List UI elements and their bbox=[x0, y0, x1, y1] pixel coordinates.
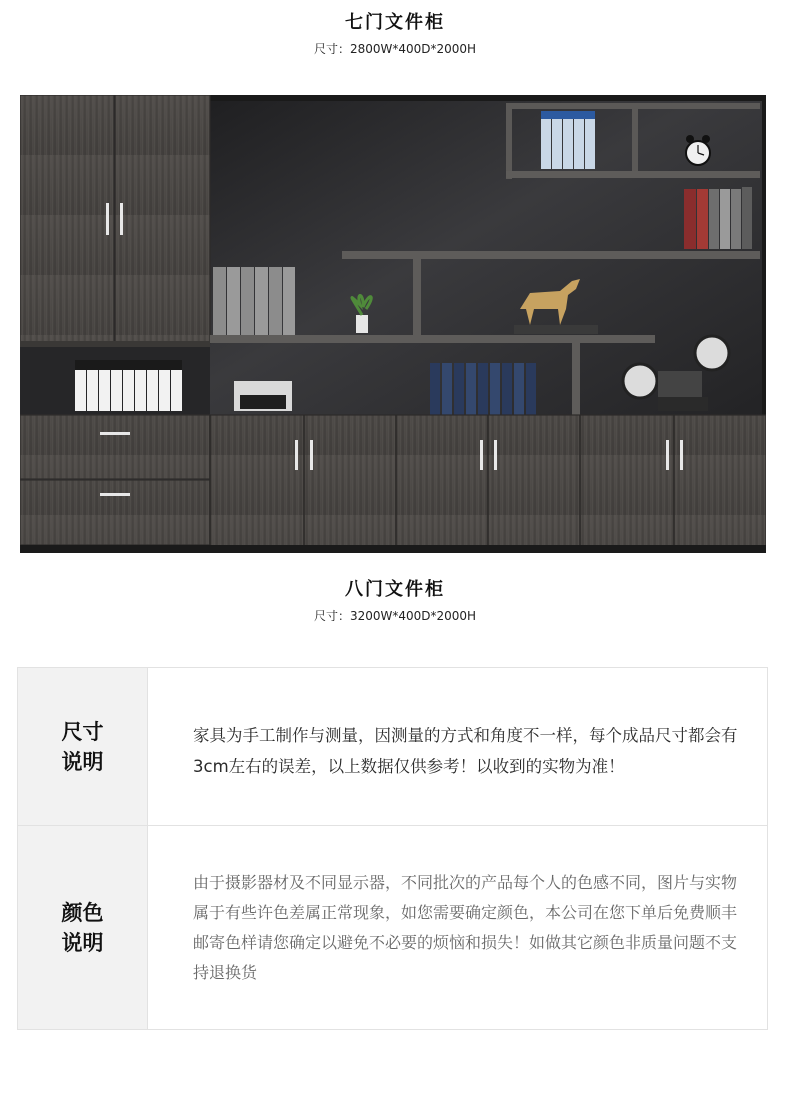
binders-middle bbox=[430, 363, 536, 415]
drawer-handle bbox=[100, 432, 130, 435]
drawer-bottom bbox=[20, 480, 210, 545]
color-note-text: 由于摄影器材及不同显示器，不同批次的产品每个人的色感不同，图片与实物属于有些许色差属正常现象，如您需要确定颜色，本公司在您下单后免费顺丰邮寄色样请您确定以避免不必要的烦恼和损失！如做其它颜色非质量问题不支持退换货 bbox=[193, 873, 738, 982]
product-title-seven-door bbox=[0, 8, 790, 57]
door-handle bbox=[310, 440, 313, 470]
top-shelf bbox=[506, 171, 760, 178]
size-note-label: 尺寸说明 bbox=[61, 719, 104, 774]
product-title-eight-door bbox=[0, 575, 790, 624]
cabinet-image bbox=[20, 95, 766, 555]
door-handle bbox=[666, 440, 669, 470]
color-note-label: 颜色说明 bbox=[61, 900, 104, 955]
drawer-top bbox=[20, 415, 210, 479]
door-handle bbox=[680, 440, 683, 470]
lower-shelf bbox=[210, 335, 655, 343]
color-note-row bbox=[18, 826, 767, 1029]
product-name: 八门文件柜 bbox=[345, 579, 445, 600]
upper-left-door-b bbox=[115, 95, 210, 343]
product-name: 七门文件柜 bbox=[345, 12, 445, 33]
binders-left bbox=[75, 360, 182, 411]
size-note-label-cell bbox=[18, 668, 148, 825]
door-handle bbox=[120, 203, 123, 235]
product-dimensions: 尺寸：3200W*400D*2000H bbox=[313, 609, 477, 623]
middle-shelf bbox=[342, 251, 760, 259]
size-note-text: 家具为手工制作与测量，因测量的方式和角度不一样，每个成品尺寸都会有3cm左右的误差，以上数据仅供参考！以收到的实物为准！ bbox=[193, 726, 738, 776]
upper-left-door-a bbox=[20, 95, 114, 343]
plinth bbox=[20, 545, 766, 553]
binders-top bbox=[541, 111, 595, 169]
printer bbox=[234, 381, 292, 411]
size-note-row bbox=[18, 668, 767, 826]
door-handle bbox=[494, 440, 497, 470]
product-dimensions: 尺寸：2800W*400D*2000H bbox=[313, 42, 477, 56]
color-note-label-cell bbox=[18, 826, 148, 1029]
notes-table bbox=[17, 667, 768, 1030]
door-handle bbox=[106, 203, 109, 235]
door-handle bbox=[480, 440, 483, 470]
door-handle bbox=[295, 440, 298, 470]
drawer-handle bbox=[100, 493, 130, 496]
